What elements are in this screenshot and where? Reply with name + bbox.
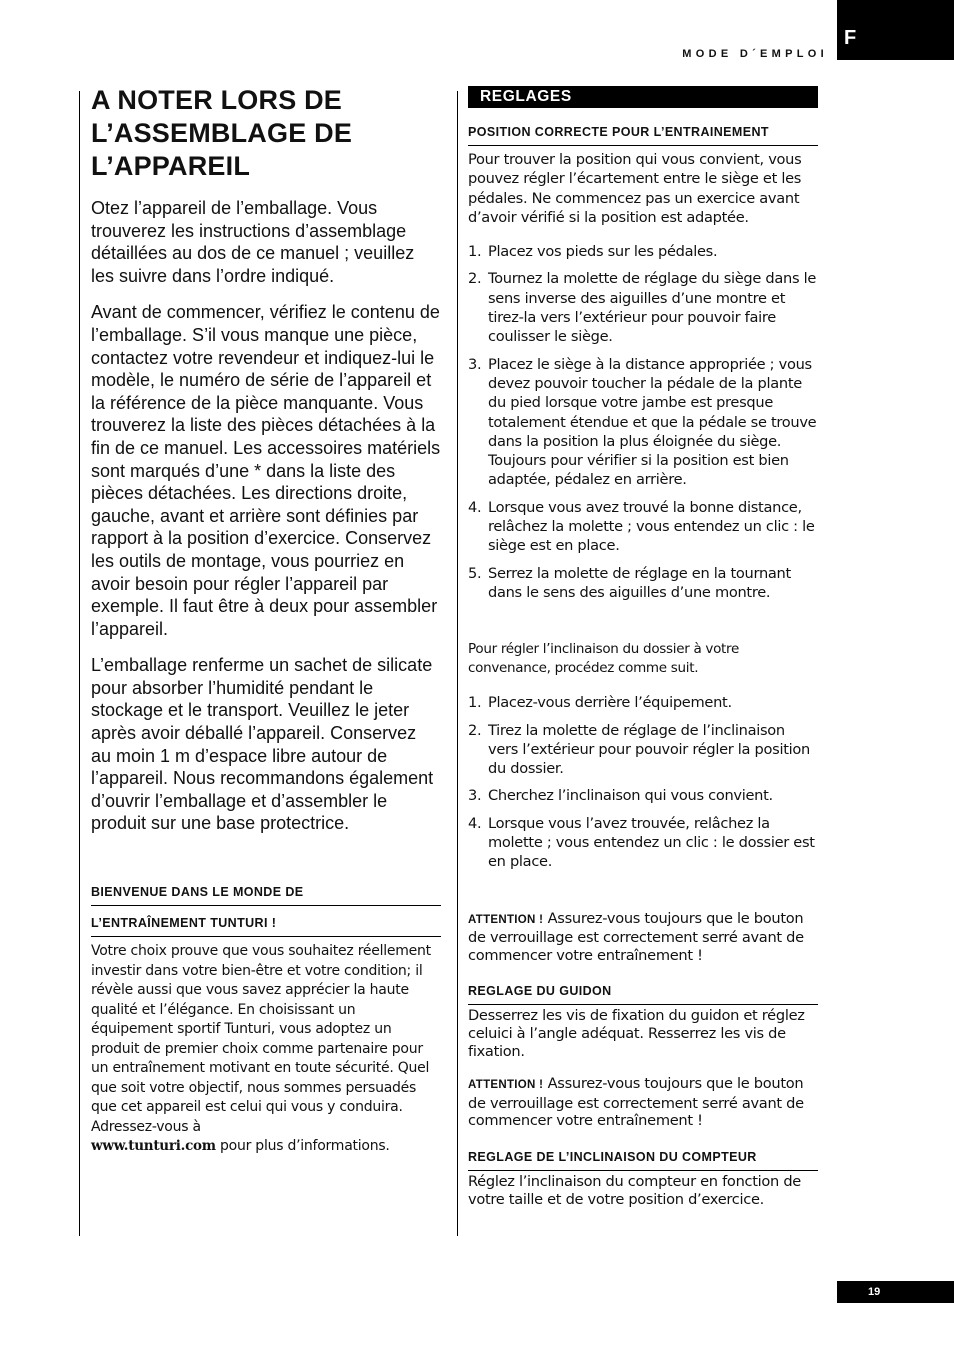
welcome-text [91, 942, 441, 1157]
step-number: 1. [468, 243, 482, 261]
title-line: L’ASSEMBLAGE DE [91, 118, 353, 148]
step-number: 4. [468, 498, 482, 516]
page-number [837, 1281, 954, 1303]
assembly-paragraph-3: L’emballage renferme un sachet de silicate pour absorber l’humidité pendant le stockage et le transport. Veuillez le jeter après avoir déballé l’appareil. Conservez au moin 1 m d’espace libre autour de l’appareil. Nous recommandons également d’ouvrir l’emballage et d’assembler le produit sur une base protectrice. [91, 655, 434, 834]
welcome-section [91, 885, 441, 1157]
step-number: 4. [468, 814, 482, 832]
section-header-label: MODE D´EMPLOI [682, 48, 828, 60]
step-item [468, 242, 818, 261]
position-intro: Pour trouver la position qui vous convient, vous pouvez régler l’écartement entre le siège et les pédales. Ne commencez pas un exercice avant d’avoir vérifié si la position est adaptée. [468, 151, 802, 226]
left-column [91, 84, 441, 1157]
step-item [468, 355, 818, 490]
step-item [468, 693, 818, 712]
welcome-tail: pour plus d’informations. [215, 1138, 390, 1155]
welcome-body: Votre choix prouve que vous souhaitez réellement investir dans votre bien-être et votre condition; il révèle aussi que vous savez apprécier la haute qualité et l’élégance. En choisissant un équipement sportif Tunturi, vous adoptez un produit de premier choix comme partenaire pour un entraînement motivant en toute sécurité. Quel que soit votre objectif, nous sommes persuadés que cet appareil est celui qui vous y conduira. Adressez-vous à [91, 943, 431, 1135]
welcome-heading-line-1: BIENVENUE DANS LE MONDE DE [91, 885, 441, 906]
attention-text: Assurez-vous toujours que le bouton de verrouillage est correctement serré avant de commencer votre entraînement ! [468, 909, 804, 964]
meter-heading: REGLAGE DE L’INCLINAISON DU COMPTEUR [468, 1150, 818, 1171]
step-text: Placez le siège à la distance appropriée ; vous devez pouvoir toucher la pédale de la plante du pied lorsque votre jambe est presque totalement étendue et que la pédale se trouve dans la position la plus éloignée du siège. Toujours pour vérifier si la position est bien adaptée, pédalez en arrière. [488, 355, 817, 489]
backrest-adjust-steps [468, 693, 818, 871]
step-item [468, 786, 818, 805]
handlebar-text: Desserrez les vis de fixation du guidon et réglez celuici à l’angle adéquat. Resserrez les vis de fixation. [468, 1007, 805, 1061]
backrest-intro: Pour régler l’inclinaison du dossier à votre convenance, procédez comme suit. [468, 641, 740, 677]
step-text: Placez-vous derrière l’équipement. [488, 694, 732, 712]
step-text: Serrez la molette de réglage en la tournant dans le sens des aiguilles d’une montre. [488, 564, 791, 601]
attention-label: ATTENTION ! [468, 913, 544, 926]
step-text: Cherchez l’inclinaison qui vous convient. [488, 787, 773, 805]
right-column [468, 86, 818, 1209]
handlebar-heading: REGLAGE DU GUIDON [468, 984, 818, 1005]
attention-note-1 [468, 910, 818, 965]
step-number: 3. [468, 787, 482, 805]
tunturi-website-link[interactable]: www.tunturi.com [91, 1138, 216, 1155]
step-text: Tirez la molette de réglage de l’inclinaison vers l’extérieur pour pouvoir régler la position du dossier. [488, 721, 810, 778]
assembly-paragraph-1: Otez l’appareil de l’emballage. Vous trouverez les instructions d’assemblage détaillées au dos de ce manuel ; veuillez les suivre dans l’ordre indiqué. [91, 198, 415, 286]
step-number: 5. [468, 564, 482, 582]
step-item [468, 498, 818, 556]
right-column-rule [457, 91, 458, 1236]
title-line: A NOTER LORS DE [91, 85, 343, 115]
step-item [468, 564, 818, 603]
page-title [91, 84, 441, 183]
step-text: Lorsque vous avez trouvé la bonne distance, relâchez la molette ; vous entendez un clic : le siège est en place. [488, 498, 815, 555]
step-item [468, 269, 818, 346]
step-number: 1. [468, 694, 482, 712]
step-text: Placez vos pieds sur les pédales. [488, 243, 718, 261]
page-number-value: 19 [868, 1286, 881, 1298]
welcome-heading-line-2: L’ENTRAÎNEMENT TUNTURI ! [91, 916, 441, 937]
language-tab-letter: F [844, 27, 857, 49]
title-line: L’APPAREIL [91, 151, 251, 181]
step-number: 3. [468, 355, 482, 373]
step-text: Lorsque vous l’avez trouvée, relâchez la molette ; vous entendez un clic : le dossier est en place. [488, 814, 815, 871]
position-heading: POSITION CORRECTE POUR L’ENTRAINEMENT [468, 125, 818, 146]
step-item [468, 721, 818, 779]
left-column-rule [79, 91, 80, 1236]
step-text: Tournez la molette de réglage du siège dans le sens inverse des aiguilles d’une montre et tirez-la vers l’extérieur pour pouvoir faire coulisser le siège. [488, 270, 817, 346]
attention-label: ATTENTION ! [468, 1079, 544, 1092]
step-item [468, 814, 818, 872]
step-number: 2. [468, 270, 482, 288]
step-number: 2. [468, 721, 482, 739]
language-tab [837, 0, 954, 60]
meter-text: Réglez l’inclinaison du compteur en fonction de votre taille et de votre position d’exercice. [468, 1172, 801, 1208]
assembly-paragraph-2: Avant de commencer, vérifiez le contenu de l’emballage. S’il vous manque une pièce, contactez votre revendeur et indiquez-lui le modèle, le numéro de série de l’appareil et la référence de la pièce manquante. Vous trouverez la liste des pièces détachées à la fin de ce manuel. Les accessoires matériels sont marqués d’une * dans la liste des pièces détachées. Les directions droite, gauche, avant et arrière sont définies par rapport à la position d’exercice. Conservez les outils de montage, vous pourriez en avoir besoin pour régler l’appareil par exemple. Il faut être à deux pour assembler l’appareil. [91, 302, 441, 639]
attention-text: Assurez-vous toujours que le bouton de verrouillage est correctement serré avant de commencer votre entraînement ! [468, 1075, 804, 1130]
reglages-section-bar: REGLAGES [468, 86, 818, 108]
attention-note-2 [468, 1075, 818, 1130]
seat-adjust-steps [468, 242, 818, 602]
